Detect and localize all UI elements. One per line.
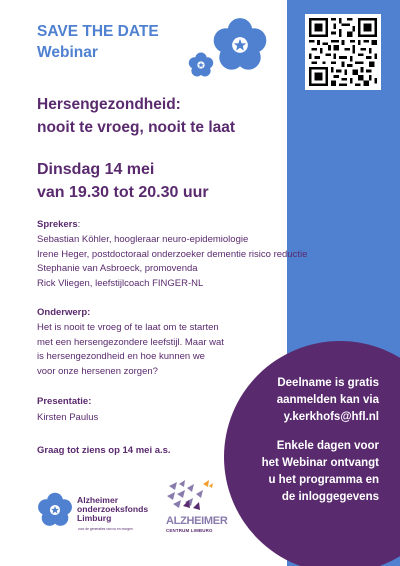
- logo-tagline: voor de generaties van nu en morgen: [78, 527, 133, 531]
- onderwerp-line: voor onze hersenen zorgen?: [37, 366, 158, 378]
- registration-line: u het programma en: [268, 474, 379, 486]
- alzheimer-centrum-limburg-logo[interactable]: [163, 478, 228, 538]
- logo-subtitle: CENTRUM LIMBURG: [166, 528, 213, 533]
- closing-text: Graag tot ziens op 14 mei a.s.: [37, 445, 171, 456]
- registration-line: de inloggegevens: [281, 491, 379, 503]
- qr-code[interactable]: [305, 14, 381, 90]
- forget-me-not-logo-icon: [37, 492, 73, 528]
- presenter-name: Kirsten Paulus: [37, 412, 99, 423]
- sprekers-label-colon: :: [77, 219, 81, 230]
- sprekers-label: [37, 219, 80, 230]
- registration-line: aanmelden kan via: [276, 394, 379, 406]
- registration-line: het Webinar ontvangt: [261, 457, 379, 469]
- event-date: Dinsdag 14 mei: [37, 161, 155, 178]
- onderwerp-label: Onderwerp:: [37, 307, 91, 318]
- webinar-heading: Webinar: [37, 44, 98, 61]
- alzheimer-onderzoeksfonds-logo[interactable]: [37, 490, 162, 542]
- registration-line: Enkele dagen voor: [276, 440, 379, 452]
- title-line-2: nooit te vroeg, nooit te laat: [37, 119, 236, 136]
- save-the-date-heading: SAVE THE DATE: [37, 23, 159, 40]
- event-time: van 19.30 tot 20.30 uur: [37, 184, 209, 201]
- sprekers-list: [37, 233, 307, 292]
- onderwerp-line: is hersengezondheid en hoe kunnen we: [37, 351, 205, 363]
- title-line-1: Hersengezondheid:: [37, 96, 181, 113]
- registration-line: Deelname is gratis: [277, 377, 379, 389]
- forget-me-not-small-icon: [188, 52, 214, 78]
- logo-text-line: onderzoeksfonds: [77, 504, 149, 514]
- logo-title: ALZHEIMER: [166, 515, 228, 527]
- speaker-item: Stephanie van Asbroeck, promovenda: [37, 263, 198, 275]
- sprekers-label-text: Sprekers: [37, 219, 78, 230]
- presentatie-label: Presentatie:: [37, 396, 92, 407]
- butterfly-icon: [163, 478, 223, 514]
- registration-email[interactable]: y.kerkhofs@hfl.nl: [283, 411, 379, 423]
- onderwerp-text: [37, 321, 224, 380]
- speaker-item: Rick Vliegen, leefstijlcoach FINGER-NL: [37, 278, 204, 290]
- qr-code-icon: [309, 18, 377, 86]
- speaker-item: Sebastian Köhler, hoogleraar neuro-epidemiologie: [37, 234, 249, 245]
- forget-me-not-icon: [212, 17, 268, 73]
- onderwerp-line: met een hersengezondere leefstijl. Maar wat: [37, 336, 224, 348]
- logo-text-line: Limburg: [77, 513, 112, 523]
- logo-text-line: Alzheimer: [77, 495, 119, 505]
- onderwerp-line: Het is nooit te vroeg of te laat om te starten: [37, 322, 219, 333]
- speaker-item: Irene Heger, postdoctoraal onderzoeker dementie risico reductie: [37, 248, 308, 260]
